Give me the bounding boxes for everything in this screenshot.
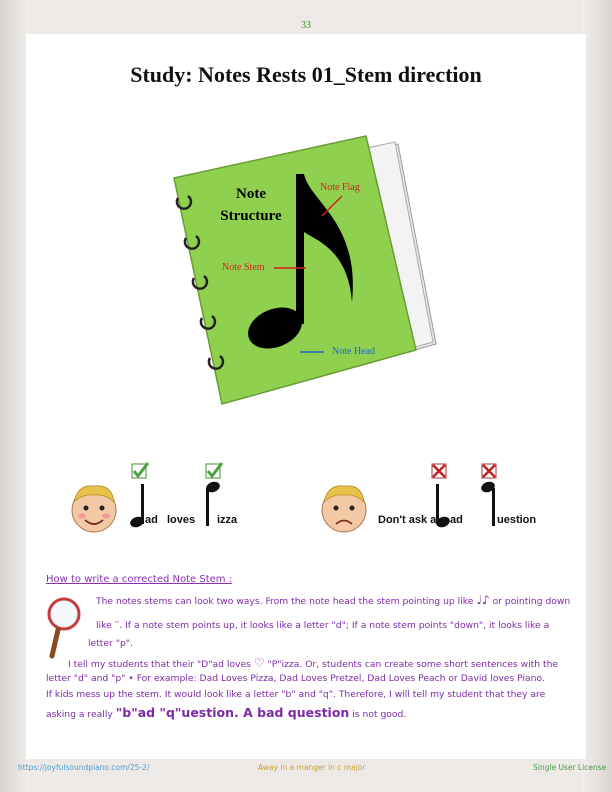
body-line-1 (96, 594, 570, 608)
page-number: 33 (301, 20, 311, 31)
heading-line-1: Note (236, 186, 266, 202)
magnifying-glass-icon (44, 594, 86, 660)
body-line-1-text-a: The notes stems can look two ways. From the note head the stem pointing up like (96, 596, 474, 607)
body-line-3: letter "p". (88, 638, 133, 649)
body-line-7 (46, 706, 406, 721)
bad-example-word-2: uestion (497, 514, 537, 526)
body-line-4-text-a: I tell my students that their "D"ad loves (68, 659, 251, 670)
body-line-7-text-c: is not good. (352, 709, 407, 720)
footer-url-link[interactable]: https://joyfulsoundpiano.com/25-2/ (18, 763, 150, 772)
note-structure-notebook (160, 132, 450, 422)
notes-stem-up-icon: ♩♪ (476, 593, 490, 607)
body-line-2-text-a: like (96, 620, 112, 631)
heading-line-2: Structure (220, 208, 282, 224)
body-line-2 (96, 619, 549, 632)
good-example-word-1: ad (145, 514, 158, 526)
body-line-4-text-b: "P"izza. Or, students can create some short sentences with the (267, 659, 559, 670)
notes-stem-down-icon: ′′ (114, 620, 120, 631)
label-note-flag: Note Flag (320, 182, 360, 193)
body-line-2-text-b: . If a note stem points up, it looks like a letter "d"; If a note stem points "down", it looks like a (119, 620, 550, 631)
smiling-boy-icon (66, 480, 122, 536)
good-example-word-3: izza (217, 514, 238, 526)
note-structure-heading (206, 183, 296, 227)
body-line-6: If kids mess up the stem. It would look like a letter "b" and "q". Therefore, I will tell my student that they are (46, 689, 546, 700)
heart-icon: ♡ (253, 656, 265, 670)
label-note-head: Note Head (332, 346, 376, 357)
label-note-stem: Note Stem (222, 262, 265, 273)
footer-license-text: Single User License (533, 763, 607, 772)
body-line-1-text-b: or pointing down (492, 596, 571, 607)
bad-example-prefix: Don't ask a (378, 514, 437, 526)
good-example-word-2: loves (167, 514, 196, 526)
body-line-4 (68, 657, 558, 671)
page-title: Study: Notes Rests 01_Stem direction (130, 62, 482, 87)
bad-example-word-1: ad (450, 514, 463, 526)
body-line-7-emphasis: "b"ad "q"uestion. A bad question (115, 705, 350, 720)
sad-boy-icon (316, 480, 372, 536)
howto-heading: How to write a corrected Note Stem : (46, 574, 233, 585)
body-line-5: letter "d" and "p" • For example: Dad Loves Pizza, Dad Loves Pretzel, Dad Loves Peach or David loves Piano. (46, 673, 545, 684)
body-line-7-text-a: asking a really (46, 709, 113, 720)
footer-center-text: Away in a manger in c major (258, 763, 366, 772)
background-edge-right (582, 0, 612, 792)
